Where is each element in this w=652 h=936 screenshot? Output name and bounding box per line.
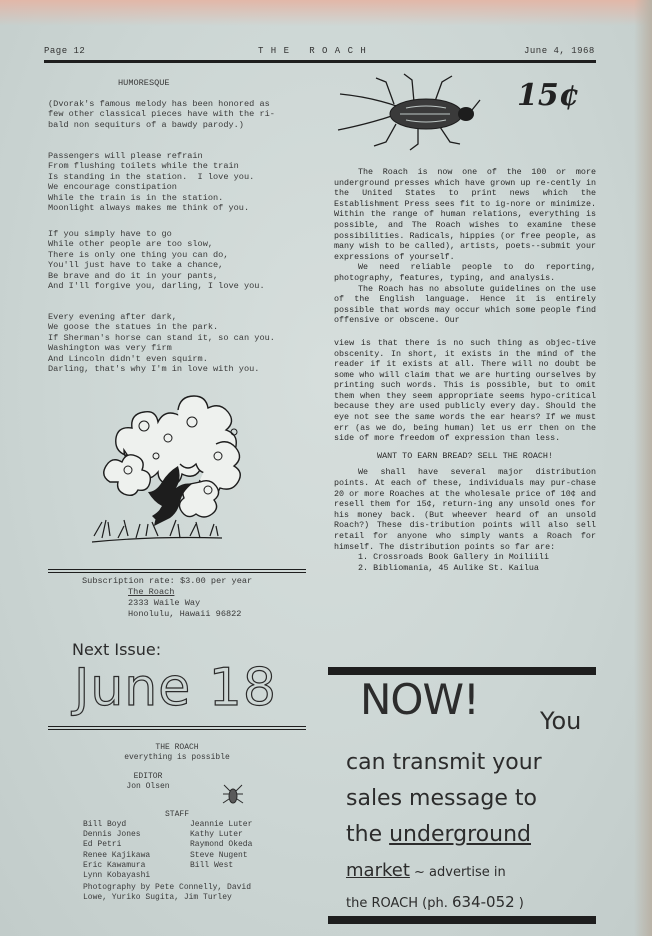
subscription-name: The Roach <box>128 587 175 597</box>
humoresque-intro: (Dvorak's famous melody has been honored as few other classical pieces have with the ri- bald non sequiturs of a bawdy parody.) <box>48 99 275 130</box>
price: 15¢ <box>517 78 580 113</box>
distribution-point: 2. Bibliomania, 45 Aulike St. Kailua <box>358 562 539 573</box>
editor-heading: EDITOR <box>133 772 163 781</box>
subscription-city: Honolulu, Hawaii 96822 <box>128 609 242 619</box>
divider <box>48 569 306 570</box>
article-paragraph: We need reliable people to do reporting, photography, features, typing, and analysis. <box>334 262 596 283</box>
article-paragraph: We shall have several major distribution points. At each of these, individuals may pur-chase 20 or more Roaches at the wholesale price of 10¢ and resell them for 15¢, return-ing any unsold ones for his money back. (But wheever heard of an unsold Roach?) These dis-tribution points will also sell retail for anyone who simply wants a Roach for himself. The distribution points so far are: <box>334 467 596 552</box>
divider <box>48 572 306 573</box>
ad-line-3-text: the <box>346 822 390 847</box>
article-paragraph: view is that there is no such thing as objec-tive obscenity. In short, it exists in the mind of the reader if it exists at all. There will no doubt be some who will claim that we are hurting ourselves by printing such words. This is possible, but to omit them when they seem appropriate seems hypo-critical because they are used publicly every day. Should the eye not see the same words the ear hears? If we must err (as we do, being human) let us err then on the side of more freedom of expression than less. <box>334 337 596 444</box>
staff-list-left: Bill Boyd Dennis Jones Ed Petri Renee Kajikawa Eric Kawamura Lynn Kobayashi <box>83 820 151 881</box>
humoresque-title: HUMORESQUE <box>118 78 170 88</box>
divider <box>48 729 306 730</box>
issue-date: June 4, 1968 <box>524 46 595 56</box>
roach-illustration <box>334 70 484 152</box>
subscription-street: 2333 Waile Way <box>128 598 201 608</box>
subscription-rate: Subscription rate: $3.00 per year <box>82 576 253 586</box>
ad-line-5 <box>346 893 524 911</box>
poem-stanza-2: If you simply have to go While other people are too slow, There is only one thing you can do, You'll just have to take a chance, Be brave and do it in your pants, And I'll forgive you, darling, I love you. <box>48 229 265 292</box>
tree-illustration <box>88 386 268 552</box>
staff-list-right: Jeannie Luter Kathy Luter Raymond Okeda Steve Nugent Bill West <box>190 820 253 870</box>
ad-line-1: can transmit your <box>346 750 542 775</box>
article-paragraph: The Roach has no absolute guidelines on the use of the English language. Hence it is entirely possible that words may occur which some people find offensive or obscene. Our <box>334 283 596 326</box>
ad-phone: 634-052 <box>451 893 515 911</box>
staff-heading: STAFF <box>164 810 189 819</box>
masthead-motto: everything is possible <box>124 753 230 762</box>
poem-stanza-3: Every evening after dark, We goose the statues in the park. If Sherman's horse can stand it, so can you. Washington was very firm And Lincoln didn't even squirm. Darling, that's why I'm in love with you. <box>48 312 275 375</box>
photo-credits: Photography by Pete Connelly, David Lowe, Yuriko Sugita, Jim Turley <box>83 883 252 903</box>
article-body <box>334 167 596 573</box>
ad-contact-suffix: ) <box>514 896 524 911</box>
editor-name: Jon Olsen <box>126 782 170 791</box>
header-rule <box>44 60 596 63</box>
next-issue-date: June 18 <box>74 658 277 718</box>
masthead-name: THE ROACH <box>155 743 199 752</box>
ad-advertise: ~ advertise in <box>409 865 506 880</box>
masthead-title: T H E R O A C H <box>258 46 367 56</box>
ad-line-3 <box>346 822 531 847</box>
article-paragraph: The Roach is now one of the 100 or more underground presses which have grown up re-cently in the United States to print news which the Establishment Press sees fit to ig-nore or minimize. Within the range of human relations, everything is possible, and The Roach wishes to examine these possibilities. Radicals, hippies (or free people, as many wish to be called), artists, poets--submit your expressions of yourself. <box>334 167 596 262</box>
ad-you: You <box>540 707 582 735</box>
article-heading: WANT TO EARN BREAD? SELL THE ROACH! <box>377 450 553 461</box>
ad-now: NOW! <box>360 675 479 724</box>
ad-top-bar <box>328 667 596 675</box>
next-issue-label: Next Issue: <box>72 640 162 659</box>
ad-market: market <box>346 860 410 881</box>
distribution-point: 1. Crossroads Book Gallery in Moiliili <box>358 552 549 563</box>
ad-bottom-bar <box>328 916 596 924</box>
page-number: Page 12 <box>44 46 86 56</box>
poem-stanza-1: Passengers will please refrain From flushing toilets while the train Is standing in the station. I love you. We encourage constipation While the train is in the station. Moonlight always makes me think of you. <box>48 151 255 214</box>
small-roach-drawing <box>220 782 246 808</box>
ad-line-4 <box>346 860 506 881</box>
divider <box>48 726 306 727</box>
ad-underground: underground <box>389 822 531 847</box>
ad-line-2: sales message to <box>346 786 537 811</box>
ad-contact-prefix: the ROACH (ph. <box>346 896 452 911</box>
